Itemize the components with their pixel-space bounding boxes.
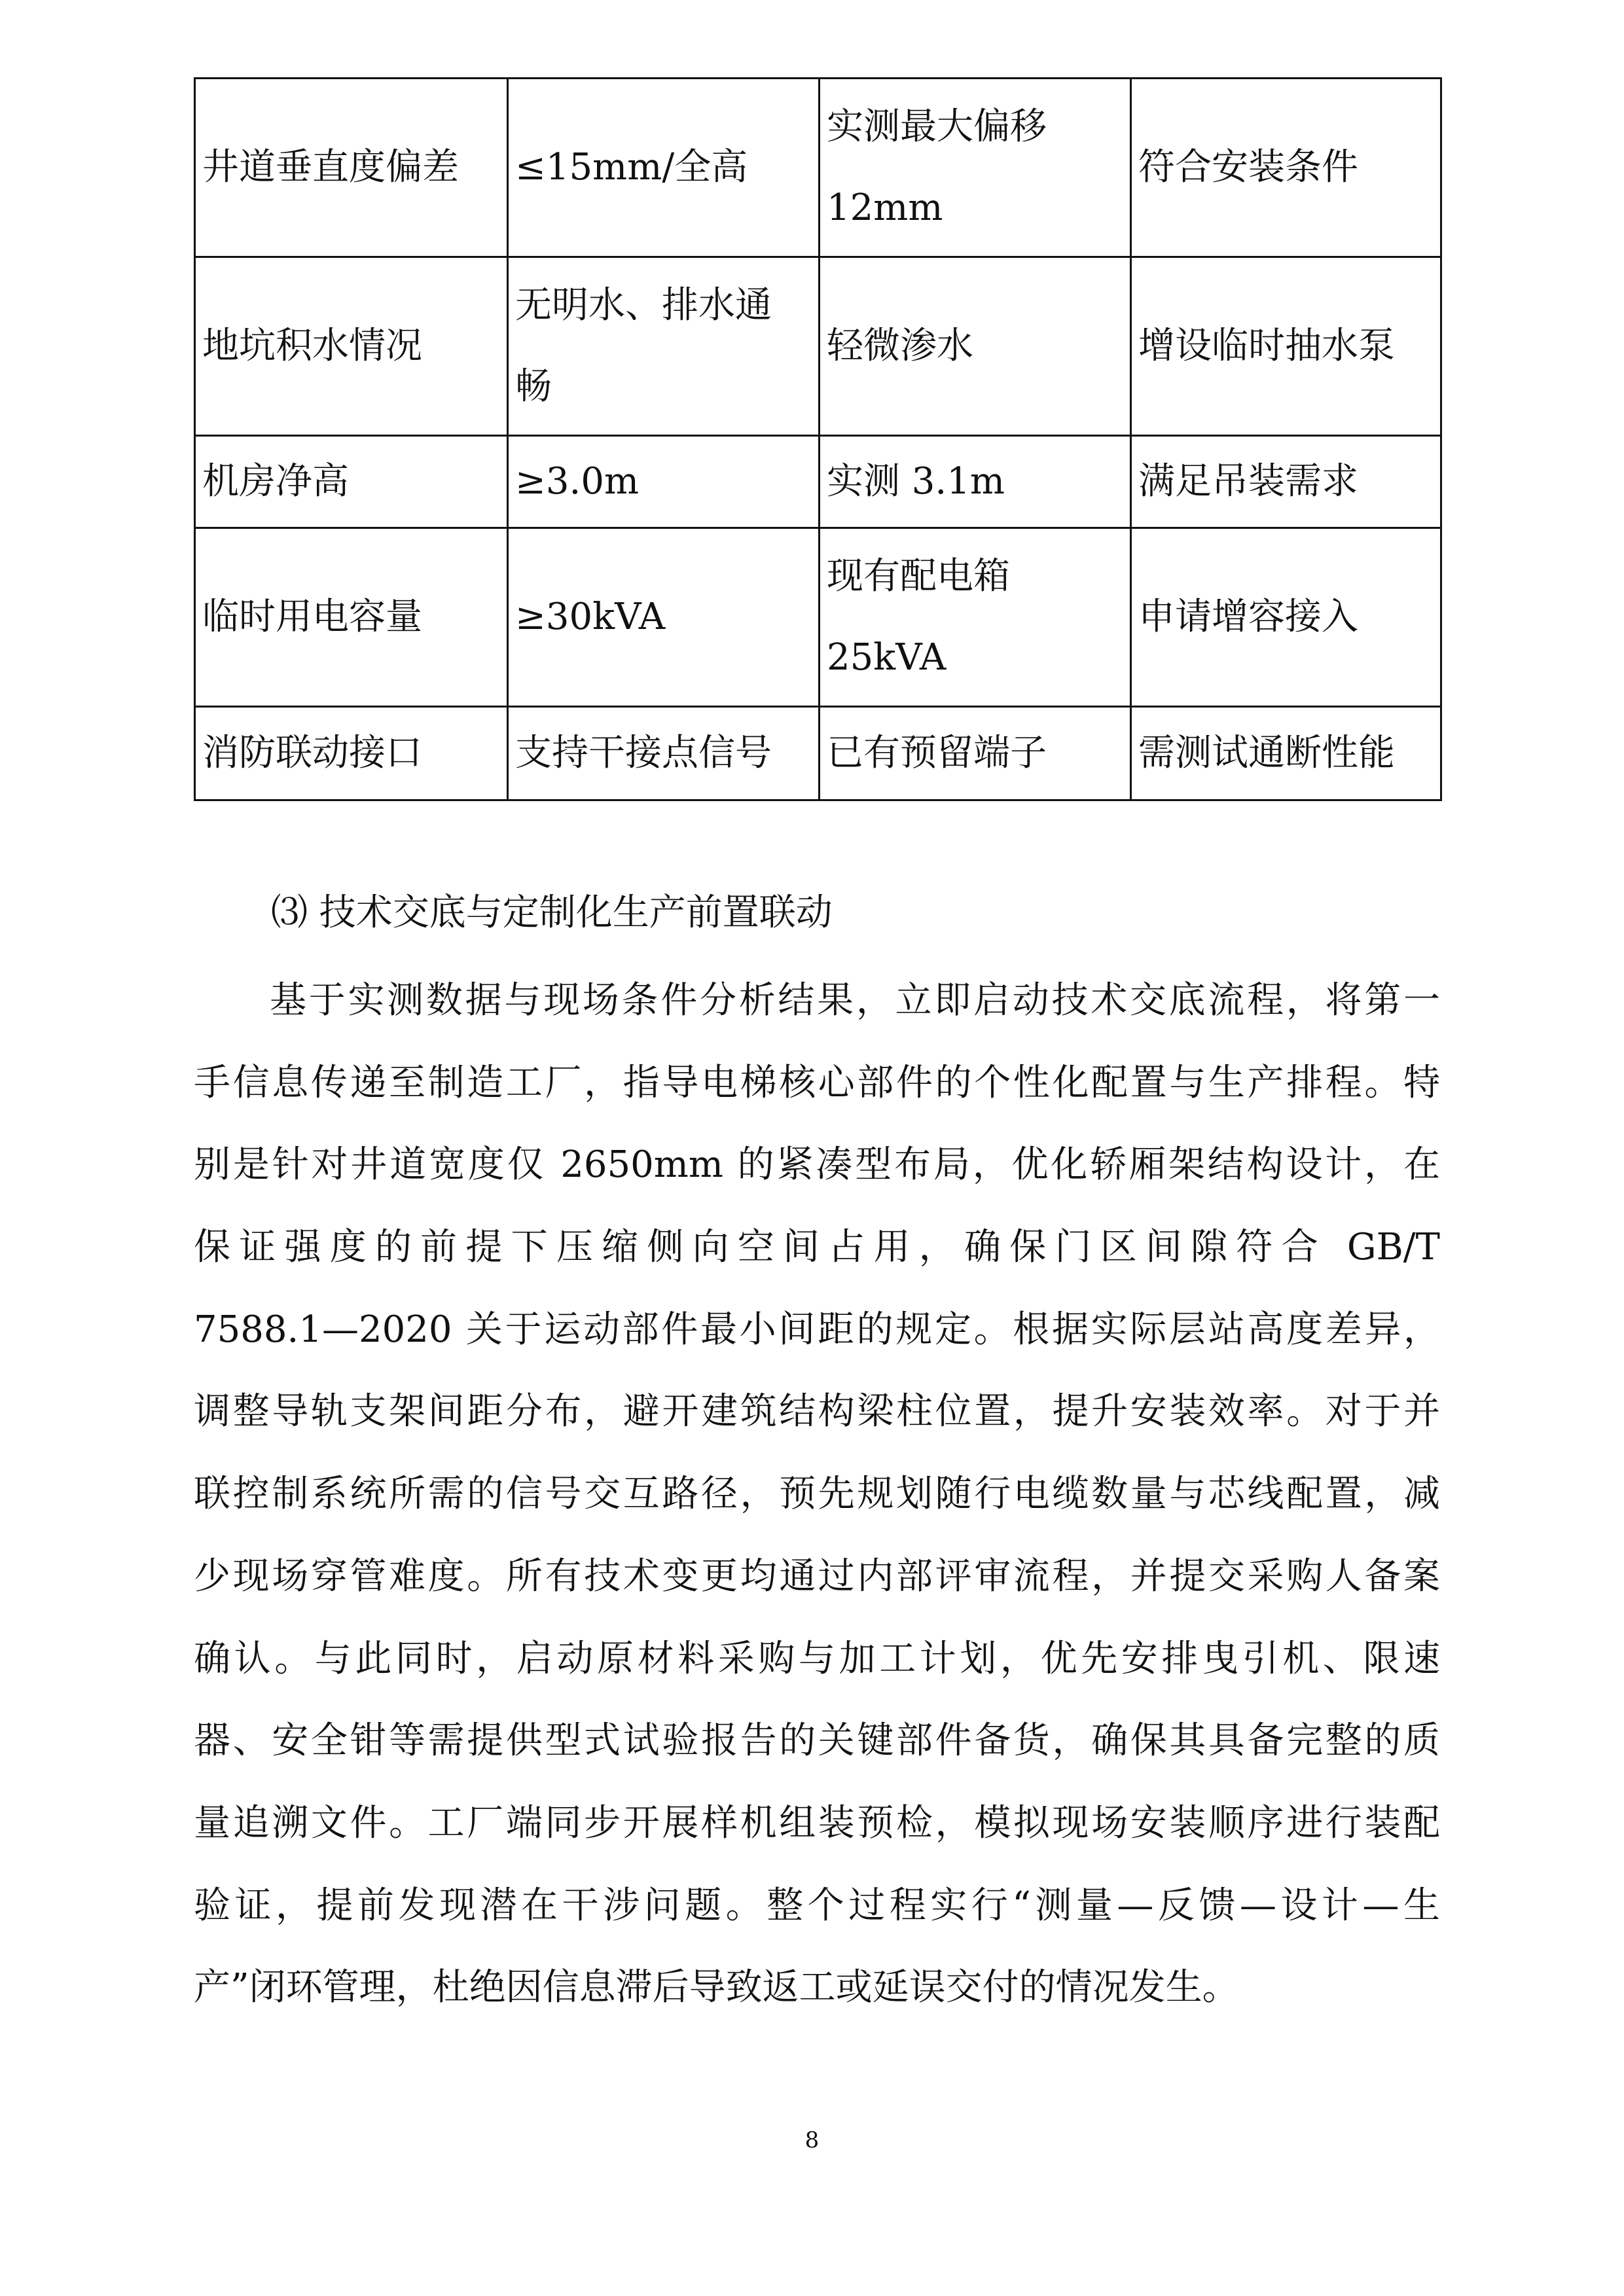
table-cell-measured (820, 528, 1131, 707)
page-number: 8 (804, 2127, 820, 2153)
table-cell-requirement: ≤15mm/全高 (508, 79, 820, 257)
measured-line-1: 实测最大偏移 (827, 105, 1047, 148)
paragraph-line: 基于实测数据与现场条件分析结果，立即启动技术交底流程，将第一 (270, 979, 1440, 1022)
measured-line-1: 现有配电箱 (827, 555, 1010, 598)
table-cell-conclusion: 增设临时抽水泵 (1131, 257, 1441, 436)
section-heading: ⑶ 技术交底与定制化生产前置联动 (271, 891, 833, 934)
table-cell-measured (820, 79, 1131, 257)
table-row (195, 707, 1441, 800)
paragraph-line: 手信息传递至制造工厂，指导电梯核心部件的个性化配置与生产排程。特 (194, 1061, 1440, 1104)
table-cell-item: 井道垂直度偏差 (195, 79, 508, 257)
body-paragraph (194, 960, 1440, 2029)
paragraph-line: 器、安全钳等需提供型式试验报告的关键部件备货，确保其具备完整的质 (194, 1719, 1440, 1763)
table-row (195, 528, 1441, 707)
paragraph-line: 产”闭环管理，杜绝因信息滞后导致返工或延误交付的情况发生。 (194, 1966, 1239, 2009)
table-row (195, 257, 1441, 436)
paragraph-line: 联控制系统所需的信号交互路径，预先规划随行电缆数量与芯线配置，减 (194, 1473, 1440, 1516)
table-cell-conclusion: 申请增容接入 (1131, 528, 1441, 707)
paragraph-line: 7588.1—2020 关于运动部件最小间距的规定。根据实际层站高度差异， (194, 1308, 1440, 1351)
table-cell-requirement: ≥3.0m (508, 436, 820, 528)
measured-line-2: 25kVA (827, 636, 947, 679)
paragraph-line: 确认。与此同时，启动原材料采购与加工计划，优先安排曳引机、限速 (194, 1637, 1440, 1680)
paragraph-line: 少现场穿管难度。所有技术变更均通过内部评审流程，并提交采购人备案 (194, 1554, 1440, 1598)
table-cell-requirement: ≥30kVA (508, 528, 820, 707)
table-cell-item: 消防联动接口 (195, 707, 508, 800)
requirement-line-2: 畅 (515, 365, 552, 408)
paragraph-line: 量追溯文件。工厂端同步开展样机组装预检，模拟现场安装顺序进行装配 (194, 1801, 1440, 1844)
table-cell-item: 临时用电容量 (195, 528, 508, 707)
table-cell-measured: 实测 3.1m (820, 436, 1131, 528)
table-row (195, 436, 1441, 528)
table-cell-measured: 已有预留端子 (820, 707, 1131, 800)
table-cell-conclusion: 满足吊装需求 (1131, 436, 1441, 528)
table-cell-requirement: 支持干接点信号 (508, 707, 820, 800)
table-cell-conclusion: 符合安装条件 (1131, 79, 1441, 257)
table-cell-conclusion: 需测试通断性能 (1131, 707, 1441, 800)
paragraph-line: 调整导轨支架间距分布，避开建筑结构梁柱位置，提升安装效率。对于并 (194, 1390, 1440, 1433)
table-row (195, 79, 1441, 257)
table-cell-item: 地坑积水情况 (195, 257, 508, 436)
paragraph-line: 验证，提前发现潜在干涉问题。整个过程实行“测量—反馈—设计—生 (194, 1884, 1440, 1927)
measured-line-2: 12mm (827, 187, 943, 229)
paragraph-line: 保证强度的前提下压缩侧向空间占用，确保门区间隙符合 GB/T (194, 1226, 1440, 1269)
table-cell-measured: 轻微渗水 (820, 257, 1131, 436)
site-inspection-table (194, 77, 1442, 801)
requirement-line-1: 无明水、排水通 (515, 284, 772, 327)
table-cell-item: 机房净高 (195, 436, 508, 528)
paragraph-line: 别是针对井道宽度仅 2650mm 的紧凑型布局，优化轿厢架结构设计，在 (194, 1143, 1440, 1187)
table-cell-requirement (508, 257, 820, 436)
